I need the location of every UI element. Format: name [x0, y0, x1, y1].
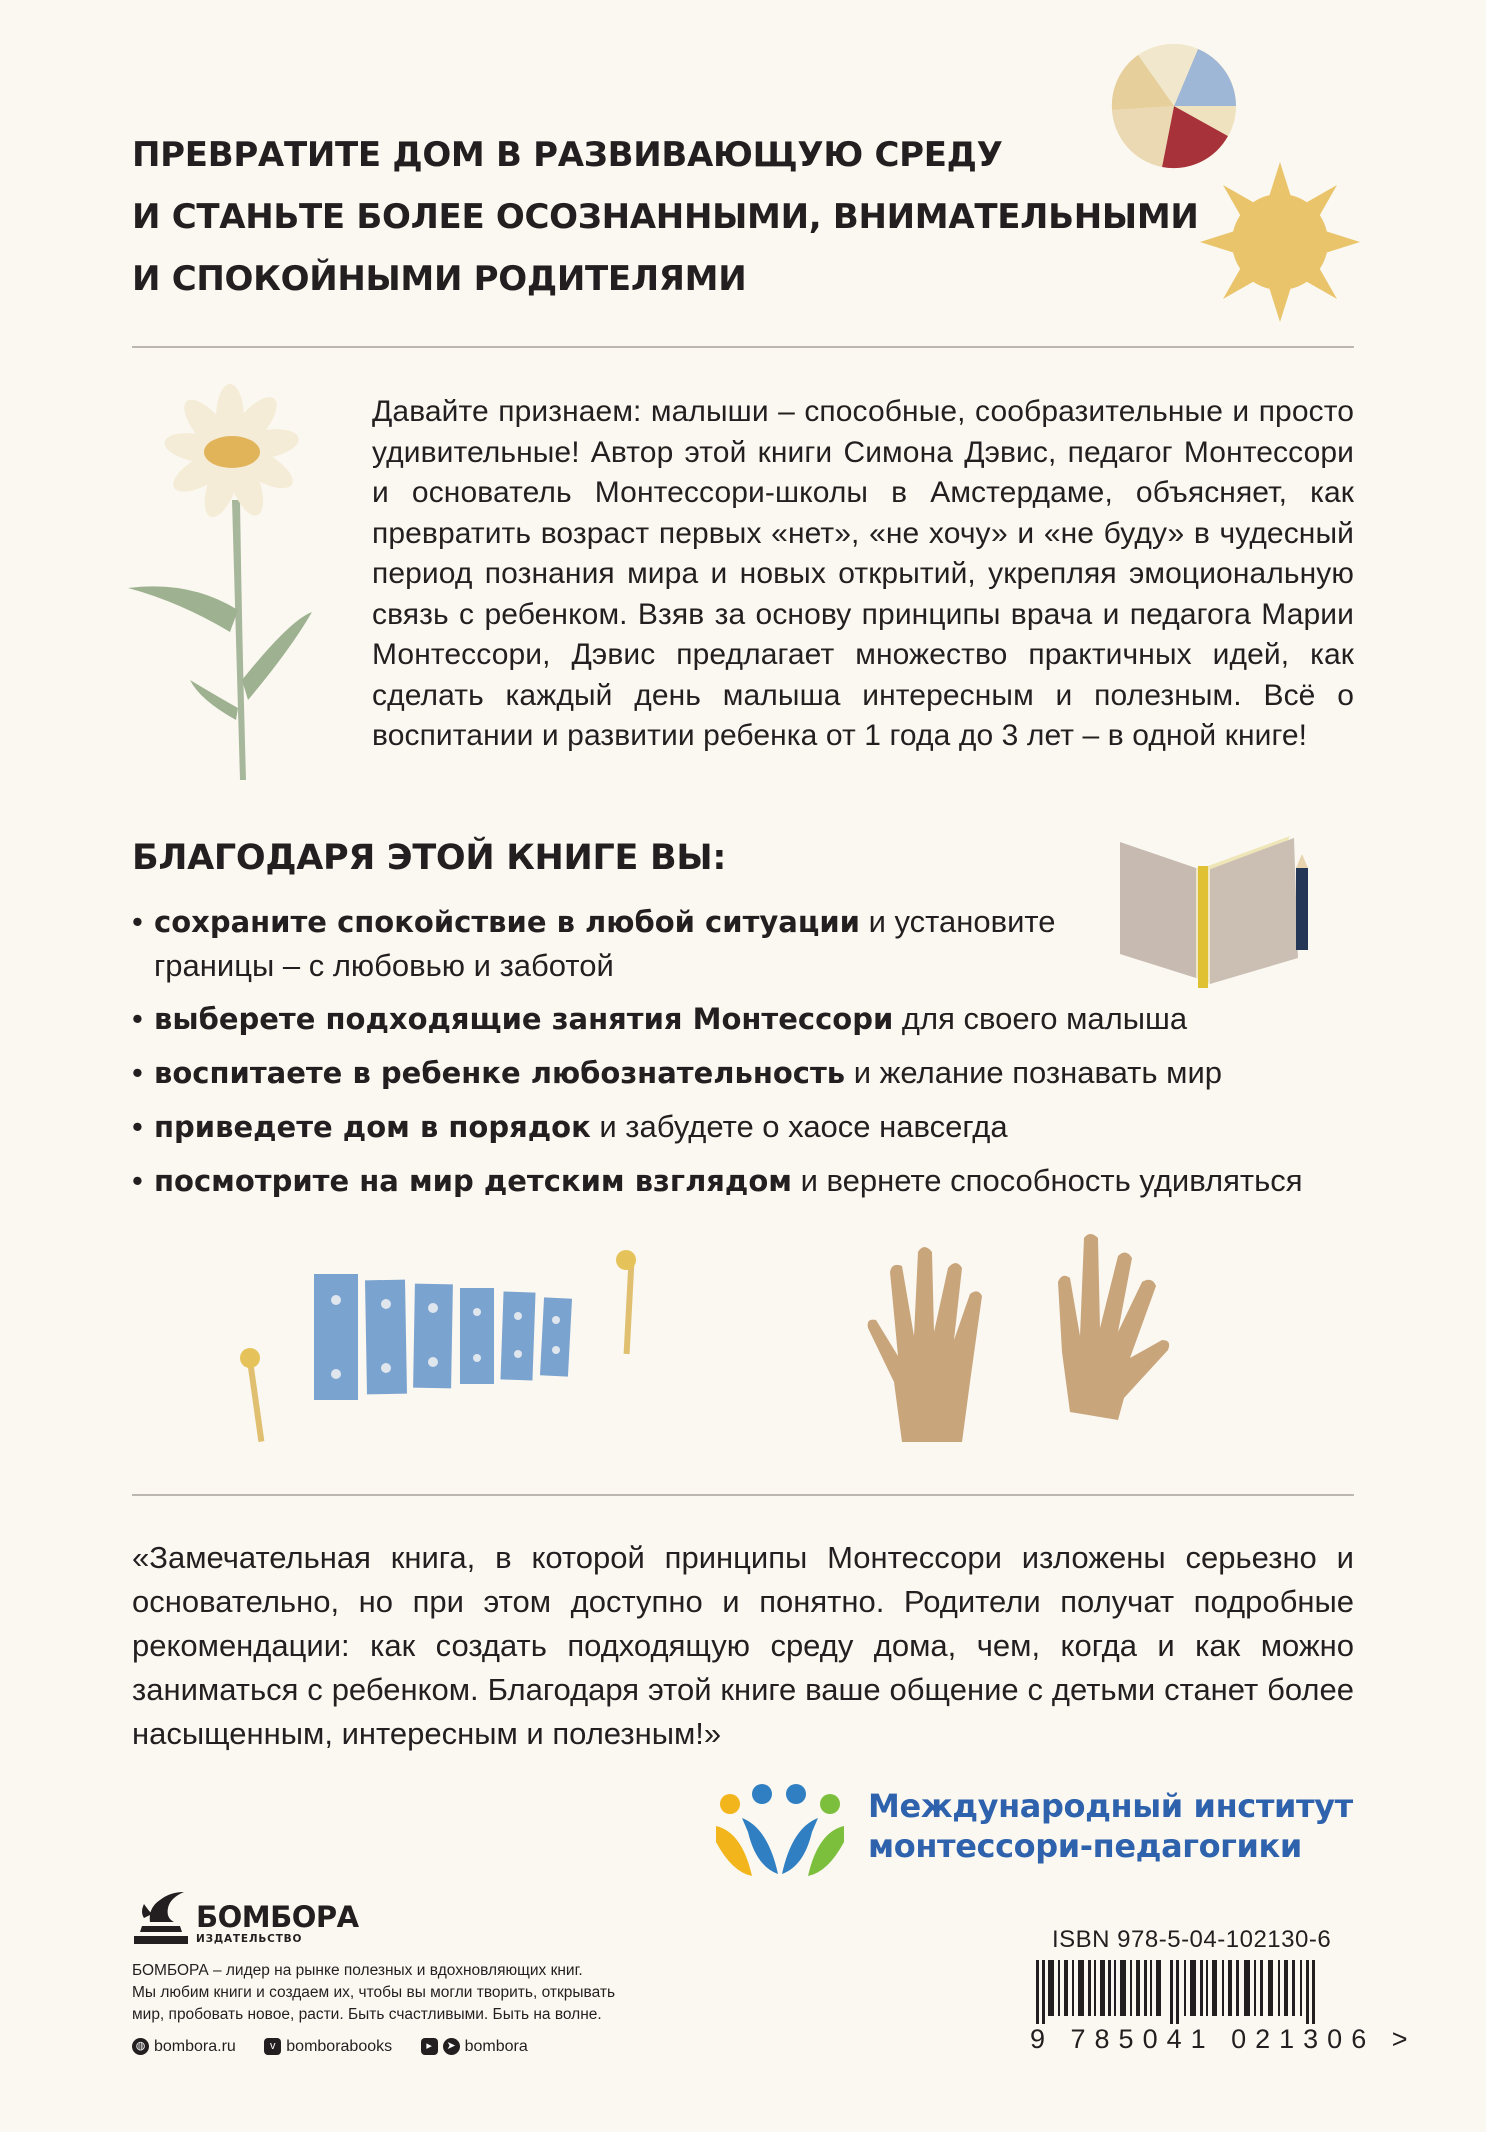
institute-name — [868, 1786, 1353, 1866]
divider-top — [132, 346, 1354, 348]
list-item: • выберете подходящие занятия Монтессори для своего малыша — [132, 1001, 1188, 1036]
site-link[interactable]: ◍ bombora.ru — [132, 2038, 236, 2056]
barcode — [1036, 1960, 1336, 2024]
isbn-label: ISBN 978-5-04-102130-6 — [1052, 1926, 1332, 1953]
sun-illustration — [1198, 160, 1362, 324]
telegram-link[interactable]: ▸ ➤ bombora — [421, 2038, 528, 2056]
publisher-logo-sub: ИЗДАТЕЛЬСТВО — [196, 1933, 303, 1945]
bombora-logo-icon — [130, 1888, 192, 1946]
intro-paragraph: Давайте признаем: малыши – способные, сообразительные и просто удивительные! Автор этой книги Симона Дэвис, педагог Монтессори и основатель Монтессори-школы в Амстердаме, объясняет, как превратить возраст первых «нет», «не хочу» и «не буду» в чудесный период познания мира и новых открытий, укрепляя эмоциональную связь с ребенком. Взяв за основу принципы врача и педагога Марии Монтессори, Дэвис предлагает множество практичных идей, как сделать каждый день малыша интересным и полезным. Всё о воспитании и развитии ребенка от 1 года до 3 лет – в одной книге! — [372, 395, 1354, 752]
globe-icon: ◍ — [132, 2038, 149, 2055]
xylophone-illustration — [230, 1240, 650, 1450]
list-item-continuation: границы – с любовью и заботой — [154, 948, 614, 983]
beach-ball-illustration — [1108, 40, 1240, 172]
vk-icon: v — [264, 2038, 281, 2055]
headline — [132, 124, 1199, 310]
hands-illustration — [862, 1232, 1202, 1452]
vk-link[interactable]: v bomborabooks — [264, 2038, 392, 2056]
daisy-illustration — [120, 380, 320, 790]
list-item: • сохраните спокойствие в любой ситуации и установите — [132, 904, 1056, 939]
book-illustration — [1112, 828, 1322, 998]
institute-name-line-1: Международный институт — [868, 1787, 1353, 1825]
list-item: • воспитаете в ребенке любознательность и желание познавать мир — [132, 1055, 1223, 1090]
list-item: • посмотрите на мир детским взглядом и вернете способность удивляться — [132, 1163, 1303, 1198]
list-item: • приведете дом в порядок и забудете о хаосе навсегда — [132, 1109, 1008, 1144]
benefits-title: БЛАГОДАРЯ ЭТОЙ КНИГЕ ВЫ: — [132, 838, 727, 878]
publisher-blurb: БОМБОРА – лидер на рынке полезных и вдохновляющих книг. Мы любим книги и создаем их, чтобы вы могли творить, открывать мир, пробовать новое, расти. Быть счастливыми. Быть на волне. — [132, 1962, 616, 2023]
quote-paragraph: «Замечательная книга, в которой принципы Монтессори изложены серьезно и основательно, но при этом доступно и понятно. Родители получат подробные рекомендации: как создать подходящую среду дома, чем, когда и как можно заниматься с ребенком. Благодаря этой книге ваше общение с детьми станет более насыщенным, интересным и полезным!» — [132, 1540, 1354, 1751]
social-links — [132, 2036, 552, 2056]
institute-name-line-2: монтессори-педагогики — [868, 1827, 1302, 1865]
telegram-icon: ➤ — [443, 2038, 460, 2055]
chat-icon: ▸ — [421, 2038, 438, 2055]
headline-line-1: ПРЕВРАТИТЕ ДОМ В РАЗВИВАЮЩУЮ СРЕДУ — [132, 135, 1003, 175]
barcode-digits: 9 785041 021306 > — [1030, 2024, 1417, 2054]
institute-logo-icon — [712, 1782, 848, 1880]
headline-line-3: И СПОКОЙНЫМИ РОДИТЕЛЯМИ — [132, 259, 747, 299]
headline-line-2: И СТАНЬТЕ БОЛЕЕ ОСОЗНАННЫМИ, ВНИМАТЕЛЬНЫМИ — [132, 197, 1199, 237]
publisher-logo-word: БОМБОРА — [196, 1900, 359, 1934]
divider-bottom — [132, 1494, 1354, 1496]
